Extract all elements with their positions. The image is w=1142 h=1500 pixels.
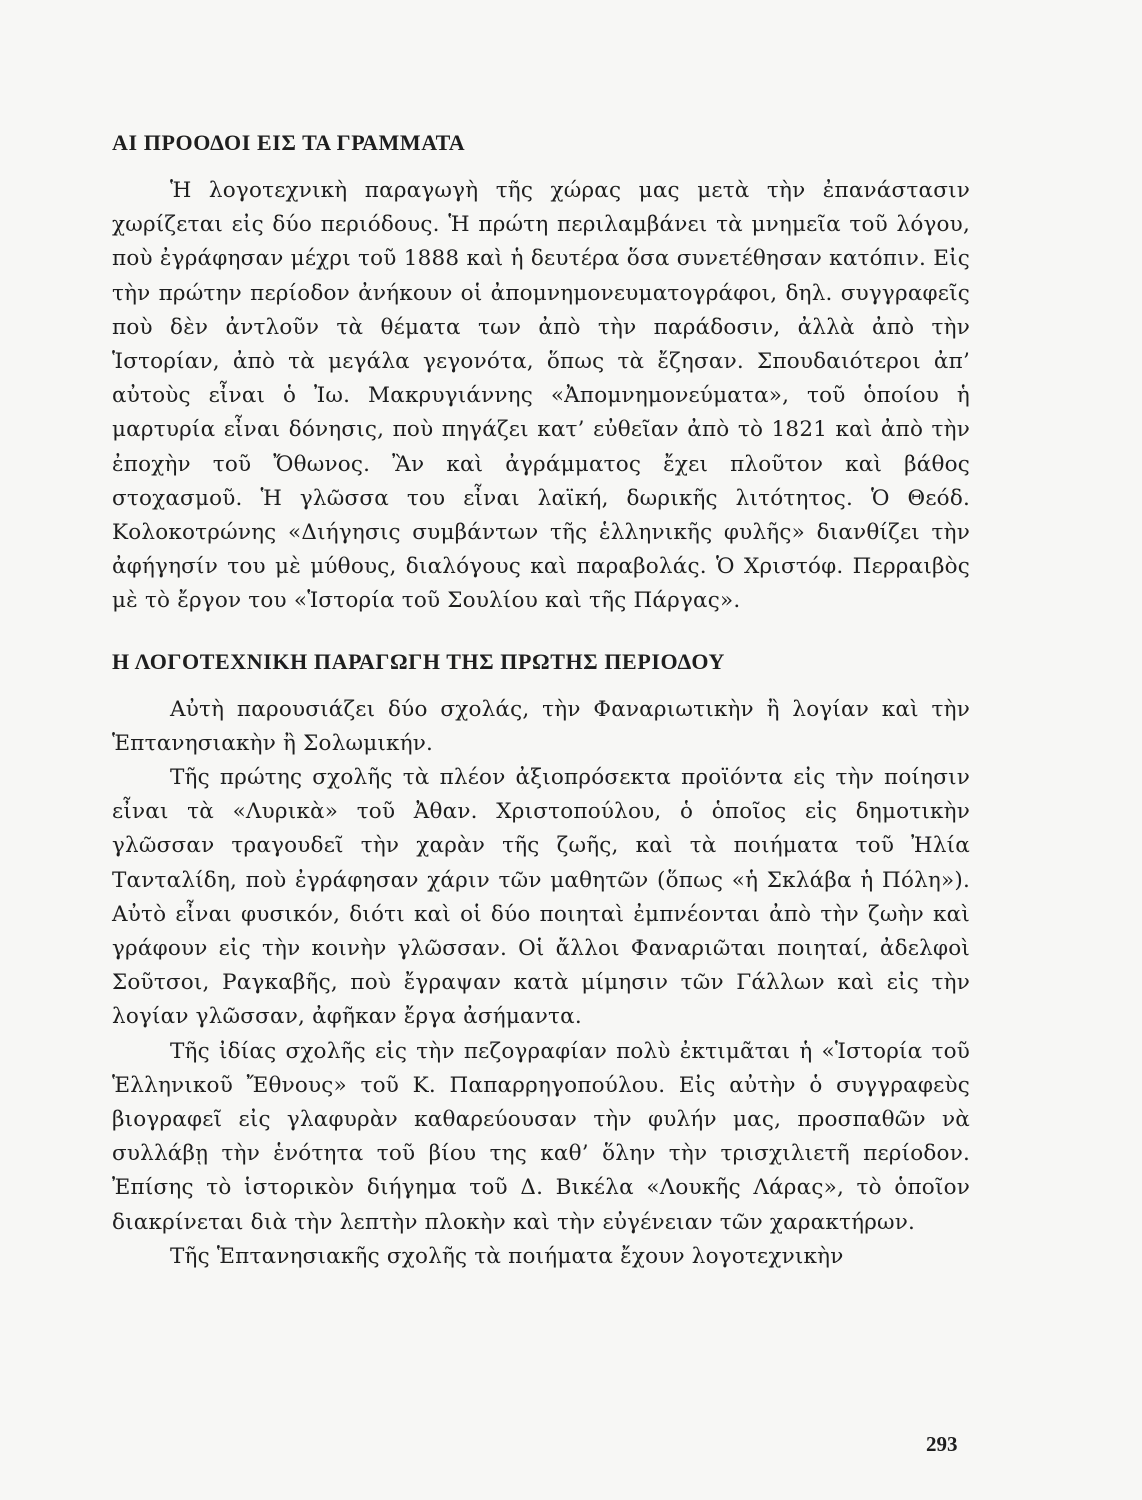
- paragraph: Τῆς Ἑπτανησιακῆς σχολῆς τὰ ποιήματα ἔχουν λογοτεχνικὴν: [170, 1243, 844, 1269]
- paragraph: Αὐτὴ παρουσιάζει δύο σχολάς, τὴν Φαναριωτικὴν ἢ λογίαν καὶ τὴν Ἑπτανησιακὴν ἢ Σολωμικήν.: [112, 696, 970, 756]
- section-heading: ΑΙ ΠΡΟΟΔΟΙ ΕΙΣ ΤΑ ΓΡΑΜΜΑΤΑ: [112, 130, 466, 155]
- section-progress-in-letters: [112, 128, 970, 619]
- paragraph: Τῆς ἰδίας σχολῆς εἰς τὴν πεζογραφίαν πολὺ ἐκτιμᾶται ἡ «Ἱστορία τοῦ Ἑλληνικοῦ Ἔθνους» τοῦ Κ. Παπαρρηγοπούλου. Εἰς αὐτὴν ὁ συγγραφεὺς βιογραφεῖ εἰς γλαφυρὰν καθαρεύουσαν τὴν φυλήν μας, προσπαθῶν νὰ συλλάβῃ τὴν ἑνότητα τοῦ βίου της καθ’ ὅλην τὴν τρισχιλιετῆ περίοδον. Ἐπίσης τὸ ἱστορικὸν διήγημα τοῦ Δ. Βικέλα «Λουκῆς Λάρας», τὸ ὁποῖον διακρίνεται διὰ τὴν λεπτὴν πλοκὴν καὶ τὴν εὐγένειαν τῶν χαρακτήρων.: [112, 1038, 970, 1235]
- section-first-period: [112, 647, 970, 1274]
- section-heading: Η ΛΟΓΟΤΕΧΝΙΚΗ ΠΑΡΑΓΩΓΗ ΤΗΣ ΠΡΩΤΗΣ ΠΕΡΙΟΔΟΥ: [112, 648, 725, 674]
- paragraph: Τῆς πρώτης σχολῆς τὰ πλέον ἀξιοπρόσεκτα προϊόντα εἰς τὴν ποίησιν εἶναι τὰ «Λυρικὰ» τοῦ Ἀθαν. Χριστοπούλου, ὁ ὁποῖος εἰς δημοτικὴν γλῶσσαν τραγουδεῖ τὴν χαρὰν τῆς ζωῆς, καὶ τὰ ποιήματα τοῦ Ἠλία Τανταλίδη, ποὺ ἐγράφησαν χάριν τῶν μαθητῶν (ὅπως «ἡ Σκλάβα ἡ Πόλη»). Αὐτὸ εἶναι φυσικόν, διότι καὶ οἱ δύο ποιηταὶ ἐμπνέονται ἀπὸ τὴν ζωὴν καὶ γράφουν εἰς τὴν κοινὴν γλῶσσαν. Οἱ ἄλλοι Φαναριῶται ποιηταί, ἀδελφοὶ Σοῦτσοι, Ραγκαβῆς, ποὺ ἔγραψαν κατὰ μίμησιν τῶν Γάλλων καὶ εἰς τὴν λογίαν γλῶσσαν, ἀφῆκαν ἔργα ἀσήμαντα.: [112, 765, 970, 1030]
- page-content: [112, 128, 970, 1274]
- paragraph: Ἡ λογοτεχνικὴ παραγωγὴ τῆς χώρας μας μετὰ τὴν ἐπανάστασιν χωρίζεται εἰς δύο περιόδους. Ἡ πρώτη περιλαμβάνει τὰ μνημεῖα τοῦ λόγου, ποὺ ἐγράφησαν μέχρι τοῦ 1888 καὶ ἡ δευτέρα ὅσα συνετέθησαν κατόπιν. Εἰς τὴν πρώτην περίοδον ἀνήκουν οἱ ἀπομνημονευματογράφοι, δηλ. συγγραφεῖς ποὺ δὲν ἀντλοῦν τὰ θέματα των ἀπὸ τὴν παράδοσιν, ἀλλὰ ἀπὸ τὴν Ἱστορίαν, ἀπὸ τὰ μεγάλα γεγονότα, ὅπως τὰ ἔζησαν. Σπουδαιότεροι ἀπ’ αὐτοὺς εἶναι ὁ Ἰω. Μακρυγιάννης «Ἀπομνημονεύματα», τοῦ ὁποίου ἡ μαρτυρία εἶναι δόνησις, ποὺ πηγάζει κατ’ εὐθεῖαν ἀπὸ τὸ 1821 καὶ ἀπὸ τὴν ἐποχὴν τοῦ Ὄθωνος. Ἂν καὶ ἀγράμματος ἔχει πλοῦτον καὶ βάθος στοχασμοῦ. Ἡ γλῶσσα του εἶναι λαϊκή, δωρικῆς λιτότητος. Ὁ Θεόδ. Κολοκοτρώνης «Διήγησις συμβάντων τῆς ἑλληνικῆς φυλῆς» διανθίζει τὴν ἀφήγησίν του μὲ μύθους, διαλόγους καὶ παραβολάς. Ὁ Χριστόφ. Περραιβὸς μὲ τὸ ἔργον του «Ἱστορία τοῦ Σουλίου καὶ τῆς Πάργας».: [112, 178, 970, 614]
- page-number: 293: [926, 1432, 958, 1456]
